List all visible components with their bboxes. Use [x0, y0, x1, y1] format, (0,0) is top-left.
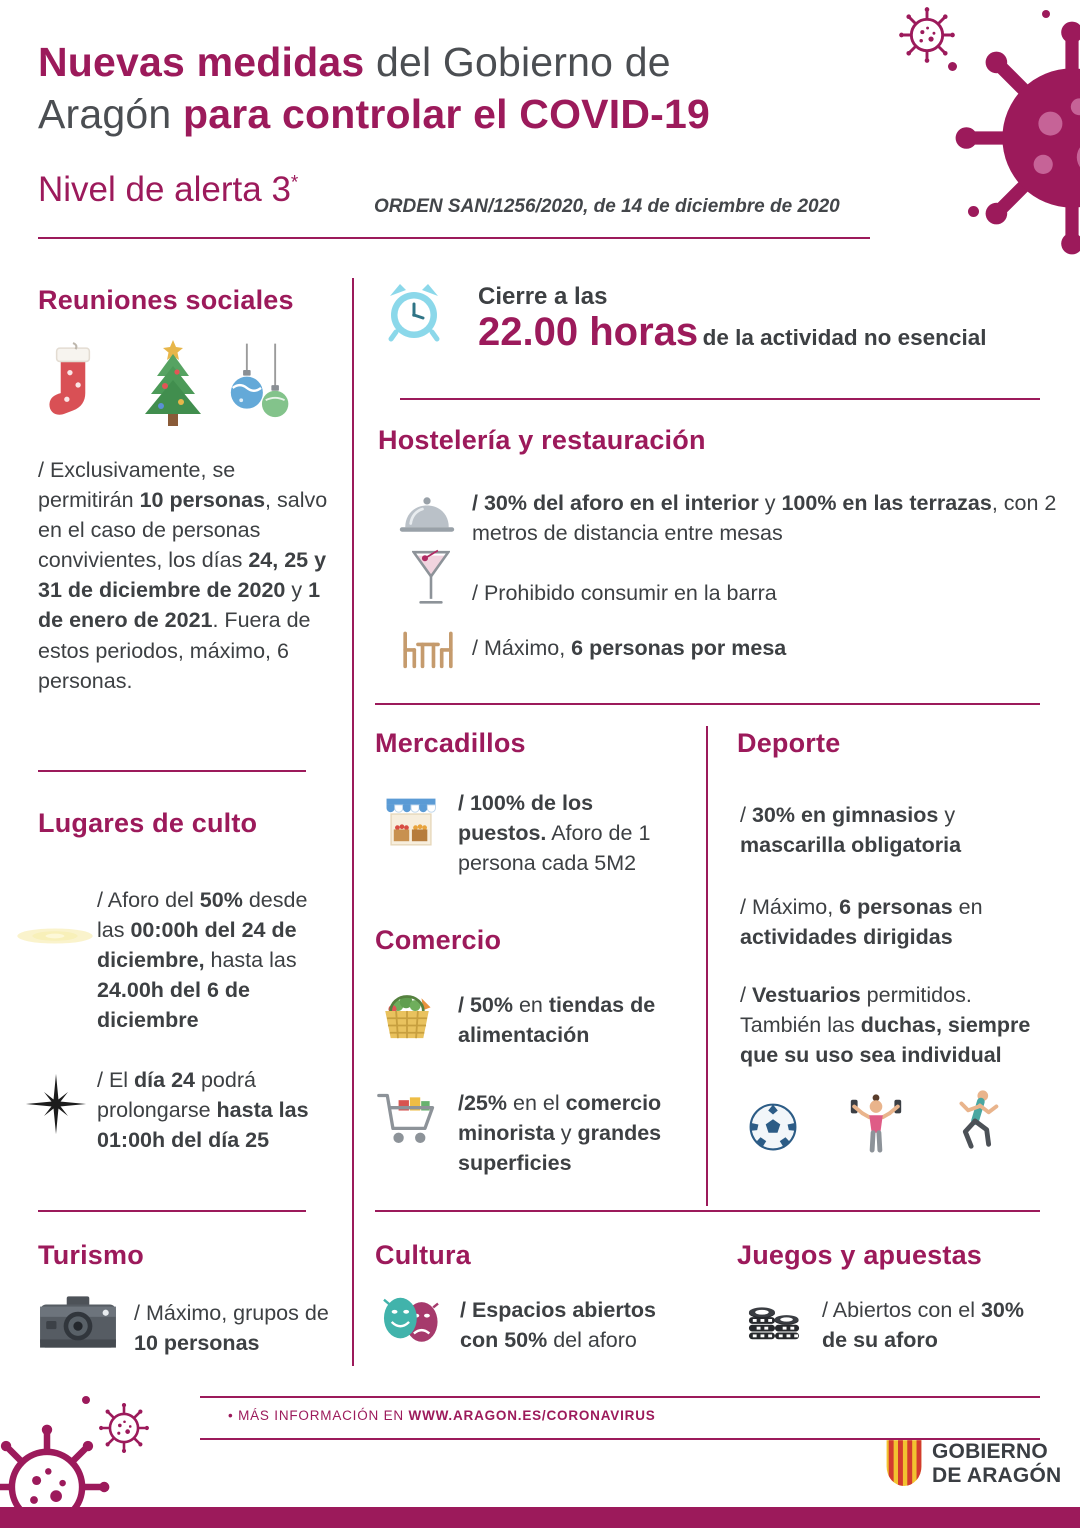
section-divider	[38, 1210, 306, 1212]
column-divider	[352, 278, 354, 1366]
star-icon	[24, 1072, 88, 1136]
cocktail-icon	[412, 548, 450, 610]
closure-suffix: de la actividad no esencial	[702, 325, 987, 350]
shopping-cart-icon	[376, 1085, 440, 1153]
theater-masks-icon	[378, 1292, 444, 1348]
gobierno-logo-text	[932, 1440, 1061, 1487]
section-divider	[400, 398, 1040, 400]
weightlifting-icon	[845, 1092, 907, 1154]
culto-item-2: / El día 24 podrá prolongarse hasta las 01:00h del día 25	[97, 1068, 309, 1153]
deporte-item-2: / Máximo, 6 personas en actividades dirigidas	[740, 895, 983, 950]
section-title-reuniones: Reuniones sociales	[38, 285, 294, 315]
section-title-turismo: Turismo	[38, 1240, 144, 1270]
culto-item-1: / Aforo del 50% desde las 00:00h del 24 de diciembre, hasta las 24.00h del 6 de diciembre	[97, 888, 308, 1033]
table-chairs-icon	[398, 628, 458, 670]
comercio-item-1: / 50% en tiendas de alimentación	[458, 993, 656, 1048]
closure-time-line	[478, 310, 986, 355]
page-title-line1: Nuevas medidas del Gobierno de	[38, 39, 671, 85]
section-divider	[375, 703, 1040, 705]
virus-dot	[82, 1396, 90, 1404]
deporte-item-3: / Vestuarios permitidos. También las duchas, siempre que su uso sea individual	[740, 983, 1031, 1068]
section-title-juegos: Juegos y apuestas	[737, 1240, 983, 1270]
hosteleria-item-2: / Prohibido consumir en la barra	[472, 581, 777, 605]
virus-dot	[1042, 10, 1050, 18]
cloche-icon	[398, 492, 456, 537]
stocking-icon	[40, 342, 106, 432]
casino-chips-icon	[745, 1292, 803, 1346]
alert-level-star: *	[290, 172, 299, 194]
grocery-basket-icon	[378, 988, 436, 1043]
soccer-ball-icon	[748, 1102, 798, 1152]
comercio-item-2: /25% en el comercio minorista y grandes superficies	[458, 1091, 662, 1176]
mercadillos-text: / 100% de los puestos. Aforo de 1 persona cada 5M2	[458, 791, 651, 876]
virus-dot	[948, 62, 957, 71]
section-title-mercadillos: Mercadillos	[375, 728, 526, 758]
virus-icon	[898, 6, 956, 64]
bottom-bar	[0, 1507, 1080, 1528]
section-title-culto: Lugares de culto	[38, 808, 258, 838]
virus-icon	[952, 18, 1080, 258]
candle-glow-icon	[14, 920, 96, 952]
section-title-comercio: Comercio	[375, 925, 502, 955]
camera-icon	[38, 1294, 118, 1352]
more-info-link[interactable]: • MÁS INFORMACIÓN EN WWW.ARAGON.ES/CORONAVIRUS	[228, 1408, 656, 1423]
section-divider	[375, 1210, 1040, 1212]
reuniones-text: / Exclusivamente, se permitirán 10 personas, salvo en el caso de personas convivientes, los días 24, 25 y 31 de diciembre de 2020 y 1 de enero de 2021. Fuera de estos periodos, máximo, 6 personas.	[38, 458, 328, 693]
alarm-clock-icon	[382, 280, 446, 344]
christmas-tree-icon	[128, 336, 218, 432]
page-title-line2: Aragón para controlar el COVID-19	[38, 91, 710, 137]
ornaments-icon	[228, 342, 294, 432]
alert-level	[38, 170, 298, 210]
header-divider	[38, 237, 870, 239]
market-stall-icon	[382, 795, 440, 853]
section-title-deporte: Deporte	[737, 728, 841, 758]
order-reference: ORDEN SAN/1256/2020, de 14 de diciembre de 2020	[374, 196, 840, 217]
section-divider	[38, 770, 306, 772]
virus-dot	[968, 206, 979, 217]
gobierno-logo-line2: DE ARAGÓN	[932, 1463, 1062, 1487]
alert-level-text: Nivel de alerta 3	[38, 170, 291, 209]
section-title-cultura: Cultura	[375, 1240, 471, 1270]
gobierno-logo-line1: GOBIERNO	[932, 1440, 1048, 1463]
closure-label: Cierre a las	[478, 283, 608, 310]
footer-divider-top	[200, 1396, 1040, 1398]
running-icon	[948, 1088, 1004, 1154]
juegos-text: / Abiertos con el 30% de su aforo	[822, 1298, 1024, 1353]
section-title-hosteleria: Hostelería y restauración	[378, 425, 706, 455]
turismo-text: / Máximo, grupos de 10 personas	[134, 1301, 329, 1356]
hosteleria-item-3: / Máximo, 6 personas por mesa	[472, 636, 787, 660]
aragon-shield-icon	[884, 1438, 924, 1486]
column-divider	[706, 726, 708, 1206]
closure-time: 22.00 horas	[478, 310, 699, 354]
hosteleria-item-1: / 30% del aforo en el interior y 100% en las terrazas, con 2 metros de distancia entre mesas	[472, 491, 1057, 546]
deporte-item-1: / 30% en gimnasios y mascarilla obligatoria	[740, 803, 962, 858]
cultura-text: / Espacios abiertos con 50% del aforo	[460, 1298, 656, 1353]
